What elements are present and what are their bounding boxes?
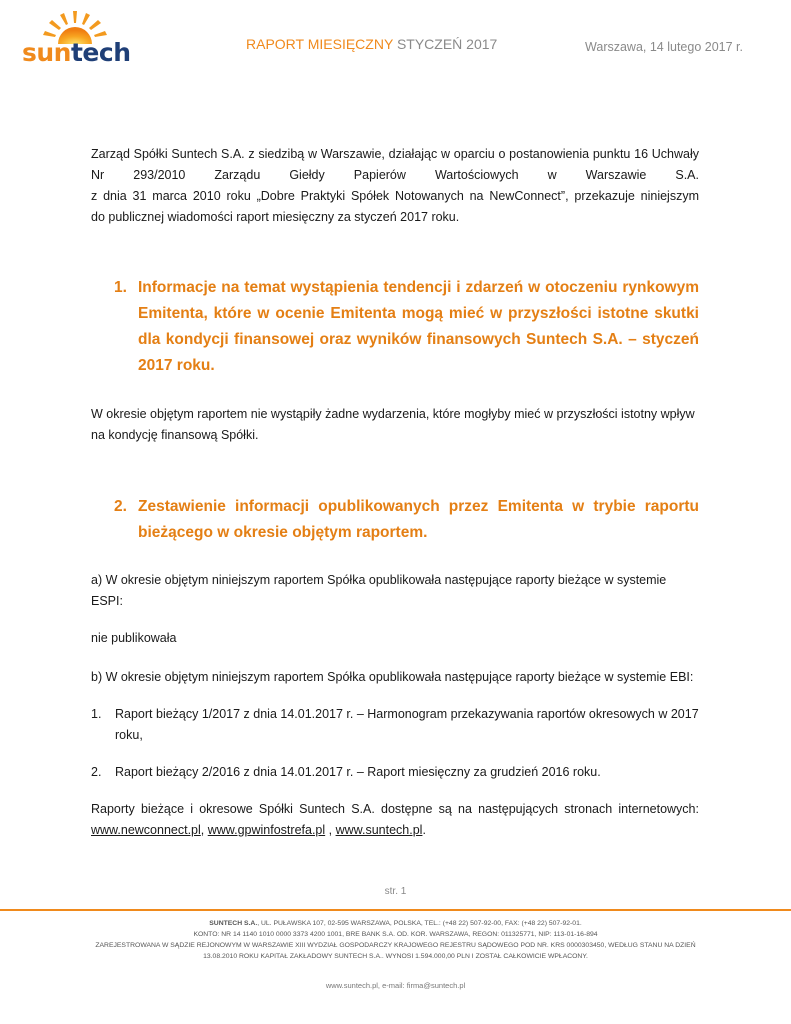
ebi-report-list bbox=[91, 704, 699, 783]
footer-address: , UL. PUŁAWSKA 107, 02-595 WARSZAWA, POLSKA, TEL.: (+48 22) 507-92-00, FAX: (+48 22) 507-92-01. bbox=[257, 920, 582, 927]
espi-value: nie publikowała bbox=[91, 631, 177, 645]
section-2-heading bbox=[91, 494, 699, 546]
page-number: str. 1 bbox=[384, 886, 407, 897]
section-2-heading-text: Zestawienie informacji opublikowanych przez Emitenta w trybie raportu bieżącego w okresie objętym raportem. bbox=[138, 498, 699, 541]
espi-intro: a) W okresie objętym niniejszym raportem Spółka opublikowała następujące raporty bieżące w systemie ESPI: bbox=[91, 573, 667, 608]
section-2-number: 2. bbox=[114, 498, 127, 515]
link-end: . bbox=[422, 823, 426, 837]
page-header bbox=[0, 0, 791, 80]
footer-company: SUNTECH S.A. bbox=[209, 920, 258, 927]
list-item-text: Raport bieżący 2/2016 z dnia 14.01.2017 r. – Raport miesięczny za grudzień 2016 roku. bbox=[115, 765, 601, 779]
list-item-number: 1. bbox=[91, 707, 102, 721]
list-item-number: 2. bbox=[91, 765, 102, 779]
intro-line: Nr 293/2010 Zarządu Giełdy Papierów Wartościowych w Warszawie S.A. bbox=[91, 168, 699, 182]
link-newconnect[interactable]: www.newconnect.pl bbox=[91, 823, 201, 837]
intro-line: z dnia 31 marca 2010 roku „Dobre Praktyki Spółek Notowanych na NewConnect”, przekazuje niniejszym bbox=[91, 189, 699, 203]
list-item-text: Raport bieżący 1/2017 z dnia 14.01.2017 r. – Harmonogram przekazywania raportów okresowych w 2017 roku, bbox=[115, 707, 699, 742]
section-1-heading bbox=[91, 275, 699, 379]
section-1-heading-text: Informacje na temat wystąpienia tendencji i zdarzeń w otoczeniu rynkowym Emitenta, które w ocenie Emitenta mogą mieć w przyszłości istotne skutki dla kondycji finansowej oraz wyników finansowych Suntech S.A. – styczeń 2017 roku. bbox=[138, 279, 699, 374]
section-1-body: W okresie objętym raportem nie wystąpiły żadne wydarzenia, które mogłyby mieć w przyszłości istotny wpływ na kondycję finansową Spółki. bbox=[91, 407, 695, 442]
report-title bbox=[246, 36, 497, 52]
intro-line: do publicznej wiadomości raport miesięczny za styczeń 2017 roku. bbox=[91, 210, 460, 224]
list-item bbox=[91, 762, 699, 783]
links-paragraph bbox=[91, 799, 699, 841]
logo-wordmark bbox=[22, 38, 131, 68]
link-gpwinfostrefa[interactable]: www.gpwinfostrefa.pl bbox=[207, 823, 326, 837]
footer-divider bbox=[0, 909, 791, 911]
links-intro: Raporty bieżące i okresowe Spółki Suntech S.A. dostępne są na następujących stronach internetowych: bbox=[91, 802, 699, 816]
ebi-intro: b) W okresie objętym niniejszym raportem Spółka opublikowała następujące raporty bieżące w systemie EBI: bbox=[91, 670, 694, 684]
report-title-prefix: RAPORT MIESIĘCZNY bbox=[246, 36, 397, 52]
suntech-logo bbox=[22, 10, 131, 67]
footer-registry-line: 13.08.2010 ROKU KAPITAŁ ZAKŁADOWY SUNTECH S.A.. WYNOSI 1.594.000,00 PLN I ZOSTAŁ CAŁKOWICIE WPŁACONY. bbox=[203, 953, 588, 960]
report-title-month: STYCZEŃ 2017 bbox=[396, 36, 498, 52]
list-item bbox=[91, 704, 699, 746]
logo-wordmark-sun: sun bbox=[22, 38, 71, 67]
footer-address-line bbox=[0, 918, 791, 929]
logo-wordmark-tech: tech bbox=[70, 38, 131, 67]
page-footer bbox=[0, 918, 791, 962]
link-suntech[interactable]: www.suntech.pl bbox=[335, 823, 423, 837]
intro-line: Zarząd Spółki Suntech S.A. z siedzibą w Warszawie, działając w oparciu o postanowienia punktu 16 Uchwały bbox=[91, 147, 699, 161]
intro-paragraph bbox=[91, 144, 699, 228]
links-list bbox=[91, 823, 426, 837]
footer-web-contact: www.suntech.pl, e-mail: firma@suntech.pl bbox=[325, 981, 466, 990]
document-body bbox=[91, 144, 699, 841]
footer-bank-line: KONTO: NR 14 1140 1010 0000 3373 4200 1001, BRE BANK S.A. OD. KOR. WARSZAWA, REGON: 011325771, NIP: 113-01-16-894 bbox=[193, 931, 598, 938]
footer-registry-line: ZAREJESTROWANA W SĄDZIE REJONOWYM W WARSZAWIE XIII WYDZIAŁ GOSPODARCZY KRAJOWEGO REJESTRU SĄDOWEGO POD NR. KRS 0000303450, WEDŁUG STANU NA DZIEŃ bbox=[95, 942, 696, 949]
link-separator: , bbox=[325, 823, 336, 837]
report-date: Warszawa, 14 lutego 2017 r. bbox=[585, 40, 743, 54]
link-separator: , bbox=[200, 823, 208, 837]
section-1-number: 1. bbox=[114, 279, 127, 296]
